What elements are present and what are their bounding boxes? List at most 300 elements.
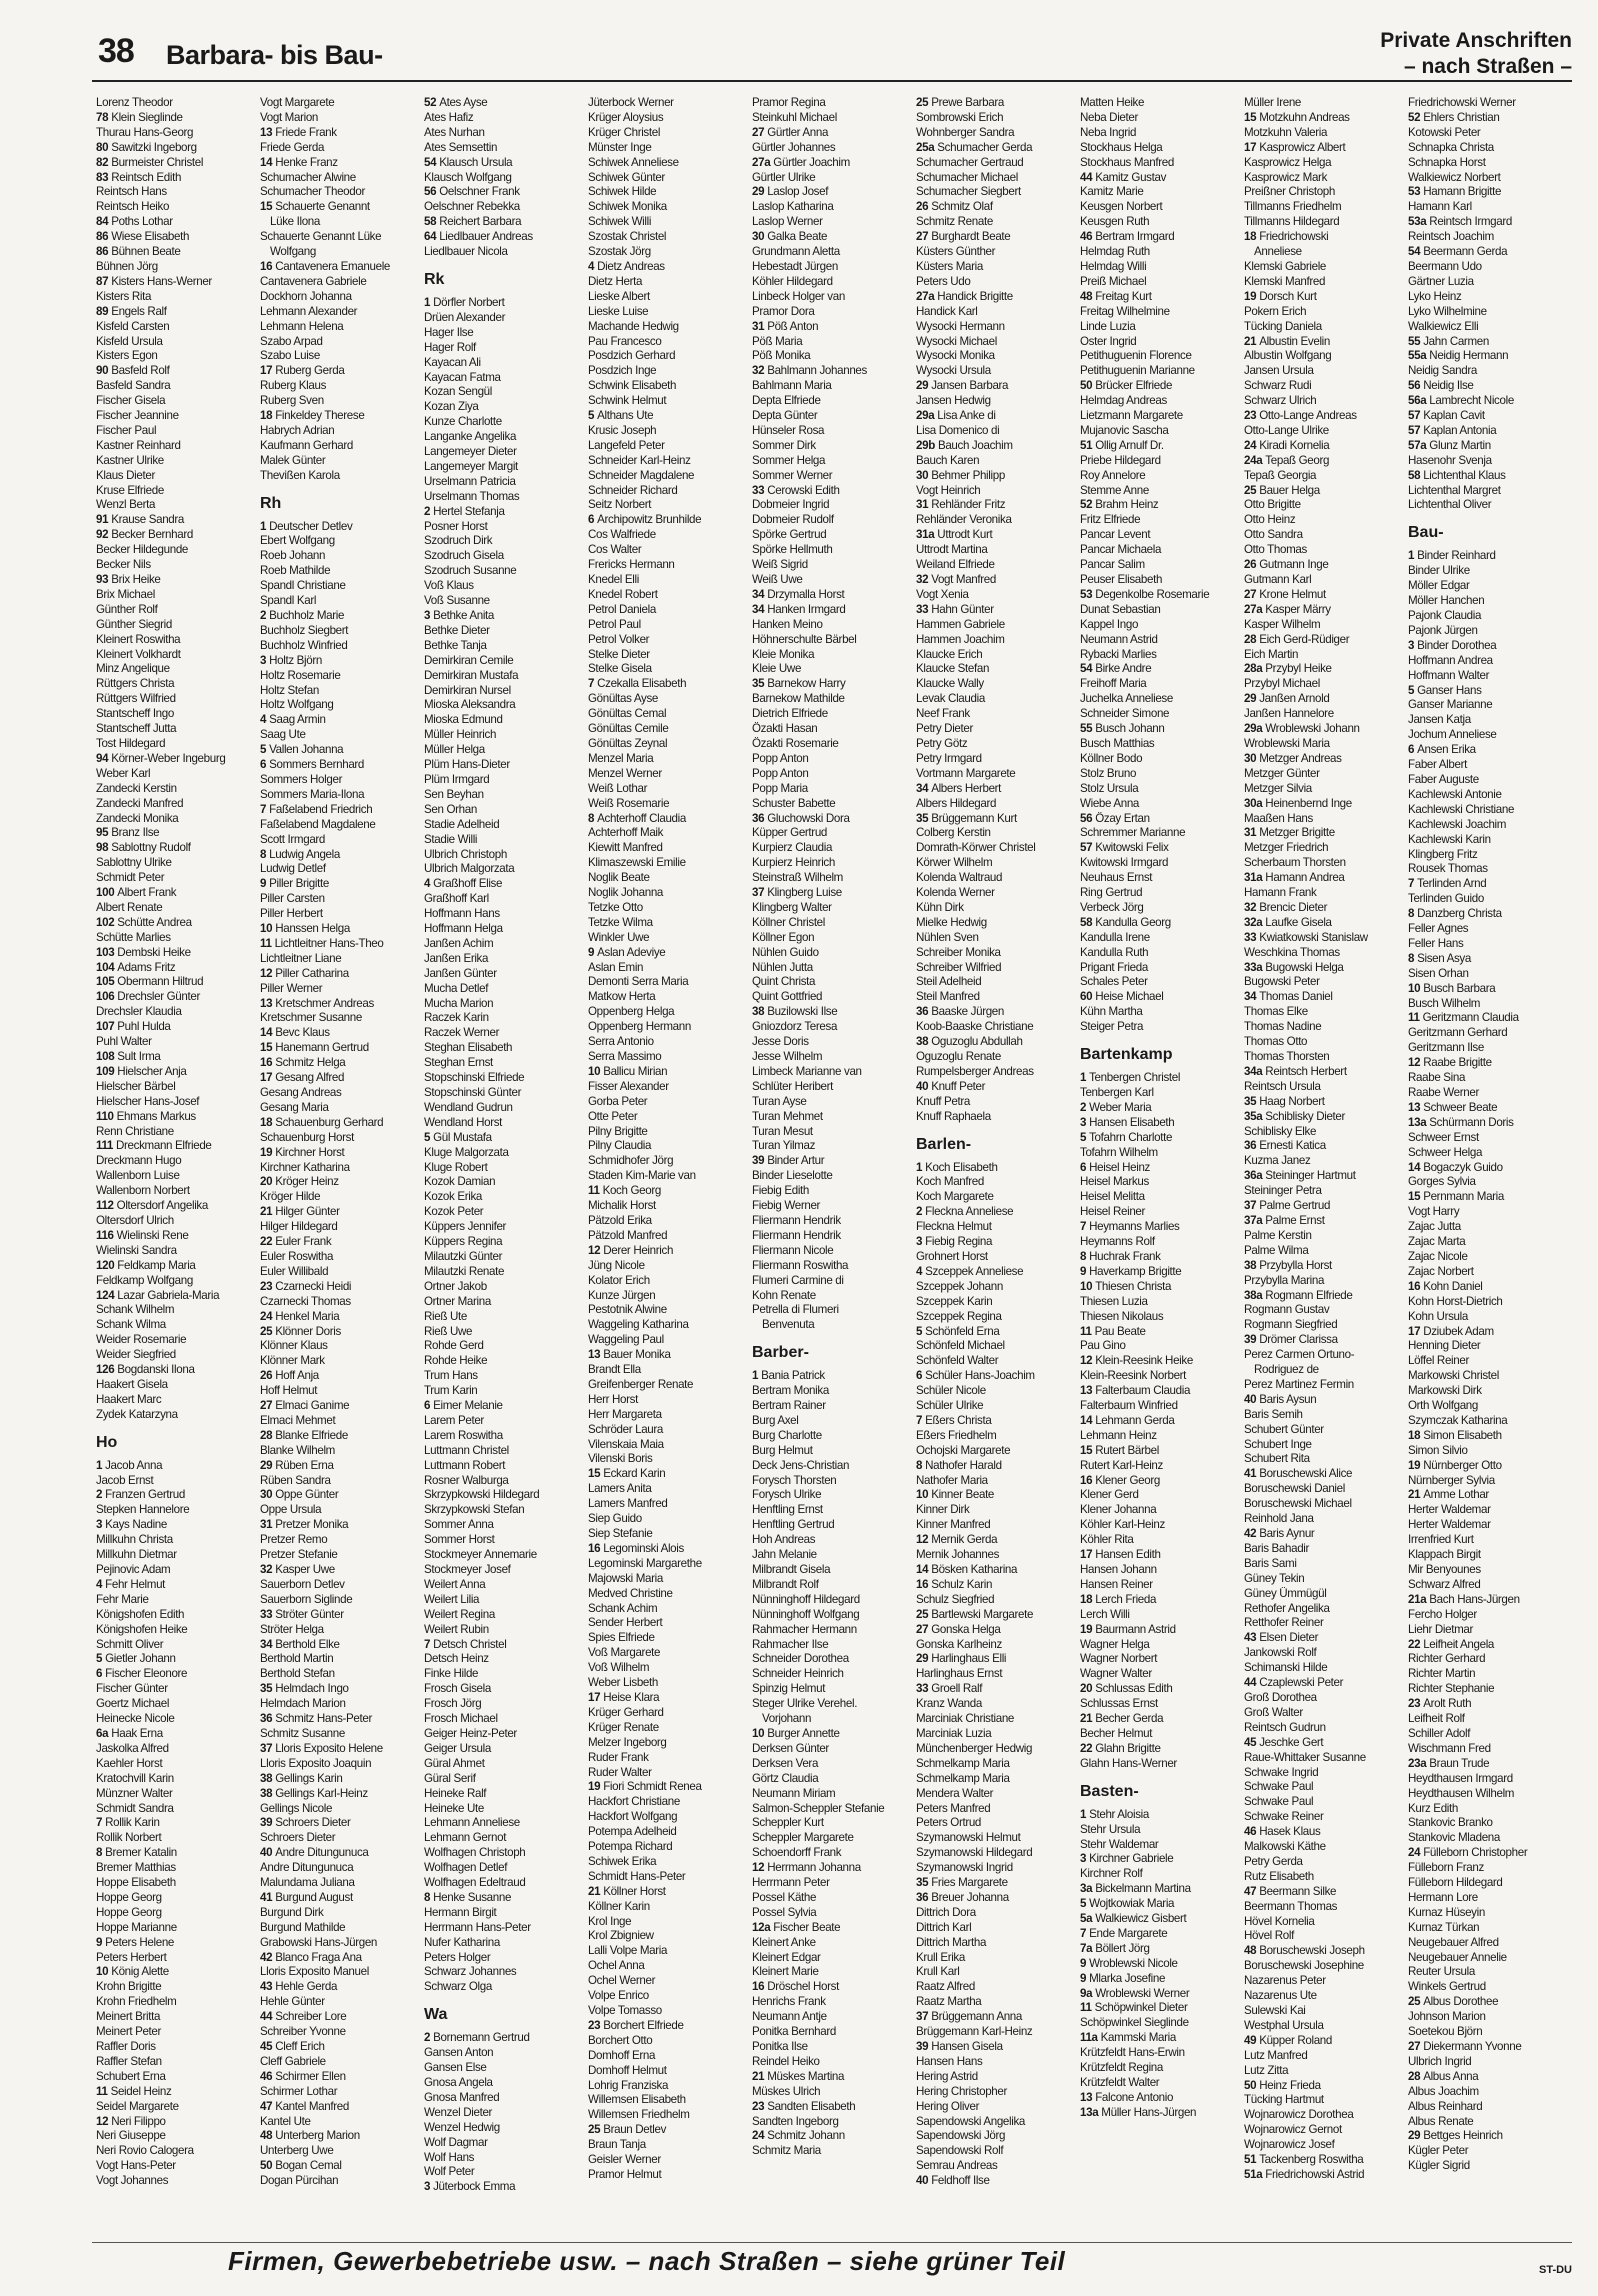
house-number: 29 (1408, 2129, 1421, 2143)
resident-name: Reintsch Gudrun (1244, 1720, 1326, 1734)
resident-name: Szceppek Karin (916, 1294, 993, 1308)
list-item (96, 1348, 254, 1363)
resident-name: Aslan Emin (588, 960, 644, 974)
list-item (588, 618, 746, 633)
list-item (1244, 826, 1402, 841)
list-item (916, 1712, 1074, 1727)
house-number: 7 (1080, 1220, 1087, 1234)
resident-name: Schüler Hans-Joachim (925, 1369, 1035, 1383)
resident-name: Unterberg Marion (275, 2129, 360, 2143)
resident-name: Groß Walter (1244, 1705, 1303, 1719)
list-item (1080, 752, 1238, 767)
resident-name: Groell Ralf (931, 1682, 983, 1696)
list-item (424, 490, 582, 505)
list-item (752, 349, 910, 364)
resident-name: Gniozdorz Teresa (752, 1020, 838, 1034)
resident-name: Schönfeld Michael (916, 1339, 1005, 1353)
resident-name: Anneliese (1254, 245, 1302, 259)
list-item (1408, 1161, 1566, 1176)
list-item (916, 677, 1074, 692)
list-item (424, 1325, 582, 1340)
list-item (752, 320, 910, 335)
resident-name: Saag Ute (260, 728, 306, 742)
list-item (260, 96, 418, 111)
list-item (1244, 2168, 1402, 2183)
list-item (752, 797, 910, 812)
resident-name: Piller Herbert (260, 907, 323, 921)
list-item (1408, 126, 1566, 141)
list-item (1244, 1587, 1402, 1602)
list-item (1244, 1572, 1402, 1587)
list-item (588, 1467, 746, 1482)
resident-name: Schreiber Yvonne (260, 2025, 346, 2039)
resident-name: Wojnarowicz Dorothea (1244, 2108, 1354, 2122)
house-number: 2 (1080, 1100, 1087, 1114)
house-number: 42 (1244, 1527, 1257, 1540)
list-item (1408, 1384, 1566, 1399)
list-item (916, 1110, 1074, 1125)
resident-name: Ochel Werner (588, 1974, 656, 1988)
resident-name: Boruschewski Michael (1244, 1497, 1352, 1511)
resident-name: Oster Ingrid (1080, 334, 1137, 348)
resident-name: Heinz Frieda (1259, 2078, 1321, 2092)
list-item (1408, 848, 1566, 863)
list-item (260, 1712, 418, 1727)
list-item (1244, 1706, 1402, 1721)
resident-name: Schmitz Susanne (260, 1726, 345, 1740)
list-item (752, 931, 910, 946)
house-number: 12a (752, 1920, 771, 1934)
list-item (752, 1876, 910, 1891)
resident-name: Dembski Heike (117, 945, 191, 959)
house-number: 25 (1408, 1995, 1421, 2009)
list-item (1408, 743, 1566, 758)
house-number: 19 (1244, 289, 1257, 303)
list-item (1080, 1593, 1238, 1608)
list-item (260, 394, 418, 409)
list-item (588, 1676, 746, 1691)
list-item (1080, 200, 1238, 215)
list-item (588, 901, 746, 916)
list-item (260, 1056, 418, 1071)
house-number: 48 (1080, 289, 1093, 303)
resident-name: Milbrandt Gisela (752, 1563, 831, 1576)
resident-name: Küppers Jennifer (424, 1220, 507, 1234)
list-item (424, 1399, 582, 1414)
house-number: 24 (260, 1309, 273, 1323)
house-number: 57 (1080, 841, 1093, 855)
resident-name: Wysocki Ursula (916, 364, 991, 378)
resident-name: Schmidt Hans-Peter (588, 1869, 686, 1883)
resident-name: Koch Margarete (916, 1190, 994, 1204)
list-item (424, 892, 582, 907)
resident-name: Nathofer Harald (925, 1458, 1002, 1472)
resident-name: Hilger Günter (275, 1205, 340, 1219)
resident-name: Kisters Hans-Werner (111, 274, 212, 288)
resident-name: Albustin Wolfgang (1244, 349, 1332, 363)
list-item (424, 96, 582, 111)
resident-name: Koch Georg (602, 1184, 661, 1198)
resident-name: Verbeck Jörg (1080, 900, 1144, 914)
resident-name: Kohn Ursula (1408, 1309, 1468, 1323)
resident-name: Fehr Marie (96, 1592, 149, 1606)
list-item (96, 871, 254, 886)
list-item (916, 737, 1074, 752)
resident-name: Pau Beate (1094, 1324, 1146, 1338)
house-number: 11a (1080, 2031, 1098, 2045)
resident-name: Wallenborn Luise (96, 1169, 180, 1183)
resident-name: Weider Rosemarie (96, 1333, 187, 1347)
list-item (752, 1065, 910, 1080)
resident-name: Gönültas Cemile (588, 722, 669, 736)
list-item (1080, 215, 1238, 230)
list-item (752, 573, 910, 588)
resident-name: Klappach Birgit (1408, 1548, 1481, 1562)
house-number: 21 (752, 2069, 765, 2083)
list-item (96, 543, 254, 558)
resident-name: Kinner Dirk (916, 1503, 970, 1517)
list-item (1408, 498, 1566, 513)
resident-name: Berthold Martin (260, 1652, 334, 1666)
resident-name: Frosch Jörg (424, 1697, 482, 1711)
list-item (1080, 961, 1238, 976)
list-item (588, 1840, 746, 1855)
list-item (260, 1444, 418, 1459)
resident-name: Bania Patrick (761, 1369, 825, 1383)
resident-name: Bühnen Beate (111, 245, 181, 259)
house-number: 50 (260, 2159, 273, 2173)
header-divider (92, 80, 1572, 82)
resident-name: Fischer Jeannine (96, 409, 179, 423)
list-item (752, 1474, 910, 1489)
list-item (752, 826, 910, 841)
list-item (260, 1116, 418, 1131)
resident-name: Sender Herbert (588, 1616, 663, 1630)
resident-name: Wagner Walter (1080, 1667, 1152, 1681)
resident-name: Kolator Erich (588, 1273, 650, 1287)
list-item (1408, 967, 1566, 982)
resident-name: Wolfhagen Detlef (424, 1861, 508, 1875)
resident-name: Pretzer Remo (260, 1533, 328, 1547)
list-item (916, 1772, 1074, 1787)
list-item (1244, 1393, 1402, 1408)
resident-name: Buchholz Winfried (260, 638, 348, 652)
resident-name: Sombrowski Erich (916, 110, 1004, 124)
list-item (96, 1638, 254, 1653)
list-item (1408, 290, 1566, 305)
resident-name: Neba Ingrid (1080, 125, 1137, 139)
list-item (588, 812, 746, 827)
list-item (424, 937, 582, 952)
list-item (588, 662, 746, 677)
resident-name: Albus Renate (1408, 2114, 1474, 2128)
list-item (1080, 1533, 1238, 1548)
resident-name: Bauch Karen (916, 453, 980, 467)
resident-name: Lyko Heinz (1408, 289, 1462, 303)
list-item (1408, 1220, 1566, 1235)
list-item (1408, 320, 1566, 335)
list-item (96, 275, 254, 290)
resident-name: Bethke Dieter (424, 623, 490, 637)
house-number: 5 (1080, 1897, 1087, 1911)
house-number: 29 (916, 1652, 929, 1666)
resident-name: Schank Wilma (96, 1318, 166, 1332)
resident-name: Michalik Horst (588, 1199, 656, 1213)
list-item (1244, 290, 1402, 305)
house-number: 15 (1244, 110, 1257, 124)
list-item (752, 171, 910, 186)
resident-name: Kretschmer Susanne (260, 1011, 362, 1025)
list-item (916, 1310, 1074, 1325)
resident-name: Klein-Reesink Norbert (1080, 1369, 1187, 1383)
resident-name: Braun Tanja (588, 2138, 646, 2152)
resident-name: Möller Edgar (1408, 579, 1470, 593)
list-item (1244, 1214, 1402, 1229)
resident-name: Szostak Christel (588, 230, 667, 244)
list-item (752, 230, 910, 245)
resident-name: Holtz Björn (269, 653, 322, 667)
resident-name: Baris Bahadir (1244, 1541, 1310, 1555)
list-item (424, 624, 582, 639)
list-item (96, 394, 254, 409)
resident-name: Bösken Katharina (931, 1563, 1018, 1576)
list-item (96, 96, 254, 111)
house-number: 5 (424, 1130, 431, 1144)
resident-name: Krull Karl (916, 1965, 960, 1979)
resident-name: Lamers Manfred (588, 1497, 668, 1511)
resident-name: Bertram Rainer (752, 1399, 826, 1413)
list-item (752, 1965, 910, 1980)
resident-name: Burg Axel (752, 1413, 799, 1427)
house-number: 25a (916, 140, 935, 154)
list-item (96, 2159, 254, 2174)
list-item (1244, 1139, 1402, 1154)
house-number: 16 (916, 1577, 929, 1591)
list-item (752, 1020, 910, 1035)
resident-name: Hielscher Hans-Josef (96, 1094, 200, 1108)
list-item (916, 1325, 1074, 1340)
house-number: 92 (96, 528, 109, 542)
resident-name: Braun Detlev (603, 2123, 667, 2137)
list-item (916, 767, 1074, 782)
list-item (752, 1563, 910, 1578)
resident-name: Rousek Thomas (1408, 862, 1488, 876)
list-item (1244, 141, 1402, 156)
resident-name: Pätzold Manfred (588, 1228, 668, 1242)
list-item (1408, 1816, 1566, 1831)
resident-name: Malek Günter (260, 453, 326, 467)
house-number: 23a (1408, 1756, 1427, 1770)
list-item (1080, 1310, 1238, 1325)
list-item (1408, 2129, 1566, 2144)
resident-name: Koch Elisabeth (925, 1160, 998, 1174)
list-item (96, 886, 254, 901)
resident-name: Krützfeldt Regina (1080, 2061, 1163, 2075)
list-item (1408, 1518, 1566, 1533)
house-number: 27 (752, 125, 765, 139)
list-item (96, 409, 254, 424)
resident-name: Szymczak Katharina (1408, 1413, 1508, 1427)
list-item (588, 558, 746, 573)
resident-name: Greifenberger Renate (588, 1377, 694, 1391)
resident-name: Lehmann Gerda (1095, 1413, 1175, 1427)
resident-name: Albus Dorothee (1423, 1995, 1499, 2009)
list-item (916, 1474, 1074, 1489)
resident-name: Szabo Luise (260, 349, 320, 363)
resident-name: Burmeister Christel (111, 155, 204, 169)
list-item (752, 1593, 910, 1608)
resident-name: Archipowitz Brunhilde (597, 513, 702, 527)
resident-name: Grundmann Aletta (752, 245, 840, 259)
resident-name: Zajac Nicole (1408, 1249, 1468, 1263)
list-item (1244, 215, 1402, 230)
list-item (96, 752, 254, 767)
resident-name: Klein-Reesink Heike (1095, 1354, 1193, 1368)
list-item (1080, 1757, 1238, 1772)
resident-name: Schiwek Hilde (588, 185, 657, 199)
resident-name: Rumpelsberger Andreas (916, 1064, 1034, 1078)
house-number: 51 (1244, 2153, 1257, 2167)
resident-name: Möller Hanchen (1408, 594, 1485, 608)
house-number: 54 (1408, 245, 1421, 259)
resident-name: Petrol Daniela (588, 602, 656, 616)
resident-name: Kachlewski Karin (1408, 832, 1491, 846)
list-item (1408, 2115, 1566, 2130)
list-item (916, 558, 1074, 573)
resident-name: Kwiatkowski Stanislaw (1259, 930, 1368, 944)
list-item (916, 662, 1074, 677)
list-item (424, 1056, 582, 1071)
resident-name: Stockmeyer Josef (424, 1563, 511, 1576)
list-item (916, 1995, 1074, 2010)
resident-name: Schwarz Rudi (1244, 379, 1312, 393)
resident-name: Fliermann Nicole (752, 1243, 834, 1257)
list-item (260, 758, 418, 773)
resident-name: Frosch Gisela (424, 1682, 491, 1696)
house-number: 16 (1408, 1279, 1421, 1293)
resident-name: Vogt Heinrich (916, 483, 981, 497)
list-item (916, 111, 1074, 126)
list-item (260, 1265, 418, 1280)
list-item (752, 1110, 910, 1125)
list-item (424, 1295, 582, 1310)
list-item (96, 1289, 254, 1304)
list-item (1408, 409, 1566, 424)
resident-name: Peters Ortrud (916, 1816, 982, 1830)
list-item (424, 1488, 582, 1503)
resident-name: Tillmanns Friedhelm (1244, 200, 1342, 214)
house-number: 100 (96, 886, 115, 900)
resident-name: Gonska Karlheinz (916, 1637, 1002, 1651)
list-item (1080, 379, 1238, 394)
resident-name: Rutz Elisabeth (1244, 1869, 1314, 1883)
resident-name: Kwitowski Irmgard (1080, 856, 1169, 870)
list-item (1408, 728, 1566, 743)
resident-name: Hering Astrid (916, 2069, 978, 2083)
list-item (424, 922, 582, 937)
house-number: 28a (1244, 662, 1263, 676)
list-item (96, 946, 254, 961)
resident-name: Herrmann Johanna (767, 1861, 861, 1875)
house-number: 13a (1408, 1115, 1427, 1129)
resident-name: Hebestadt Jürgen (752, 259, 838, 273)
house-number: 38 (752, 1005, 765, 1019)
list-item (588, 2049, 746, 2064)
list-item (752, 782, 910, 797)
resident-name: Otto-Lange Andreas (1259, 409, 1357, 423)
list-item (1080, 573, 1238, 588)
house-number: 5 (916, 1324, 923, 1338)
resident-name: Lutz Zitta (1244, 2063, 1289, 2077)
list-item (424, 1161, 582, 1176)
list-item (1080, 1071, 1238, 1086)
resident-name: Langefeld Peter (588, 438, 665, 452)
house-number: 30 (260, 1488, 273, 1502)
resident-name: Stemme Anne (1080, 483, 1149, 497)
list-item (1080, 1697, 1238, 1712)
house-number: 11 (260, 936, 272, 950)
resident-name: Stopschinski Günter (424, 1086, 522, 1099)
house-number: 23 (752, 2099, 765, 2113)
list-item (424, 2121, 582, 2136)
list-item (1244, 1303, 1402, 1318)
resident-name: Küpper Gertrud (752, 826, 828, 840)
resident-name: Medved Christine (588, 1586, 673, 1600)
list-item (96, 797, 254, 812)
resident-name: Feller Hans (1408, 936, 1464, 950)
resident-name: Jankowski Rolf (1244, 1646, 1317, 1660)
list-item (96, 1906, 254, 1921)
resident-name: Haak Erna (111, 1726, 163, 1740)
resident-name: Lloris Exposito Manuel (260, 1965, 369, 1979)
list-item (752, 1682, 910, 1697)
list-item (916, 2100, 1074, 2115)
list-item (1244, 2138, 1402, 2153)
house-number: 8 (1408, 907, 1415, 921)
resident-name: Schöpwinkel Dieter (1094, 2001, 1188, 2015)
list-item (1080, 1295, 1238, 1310)
house-number: 31a (1244, 871, 1263, 885)
resident-name: Stockmeyer Annemarie (424, 1548, 537, 1562)
resident-name: Schwake Paul (1244, 1780, 1314, 1794)
resident-name: Detsch Christel (433, 1637, 507, 1651)
resident-name: Hasenohr Svenja (1408, 453, 1492, 467)
resident-name: Rehländer Fritz (931, 498, 1006, 512)
list-item (588, 335, 746, 350)
list-item (1244, 1095, 1402, 1110)
list-item (752, 1488, 910, 1503)
list-item (96, 111, 254, 126)
list-item (588, 215, 746, 230)
list-item (424, 200, 582, 215)
resident-name: Pramor Dora (752, 304, 815, 318)
resident-name: Heinecke Nicole (96, 1712, 175, 1726)
list-item (916, 1235, 1074, 1250)
resident-name: Keusgen Ruth (1080, 215, 1150, 229)
list-item (916, 1533, 1074, 1548)
list-item (916, 722, 1074, 737)
resident-name: Nufer Katharina (424, 1935, 500, 1949)
house-number: 12 (96, 2114, 109, 2128)
list-item (1080, 841, 1238, 856)
list-item (1408, 1295, 1566, 1310)
list-item (260, 684, 418, 699)
list-item (916, 215, 1074, 230)
house-number: 31 (260, 1518, 273, 1532)
resident-name: Ruberg Klaus (260, 379, 327, 393)
resident-name: Liedlbauer Nicola (424, 245, 508, 259)
list-item (588, 856, 746, 871)
